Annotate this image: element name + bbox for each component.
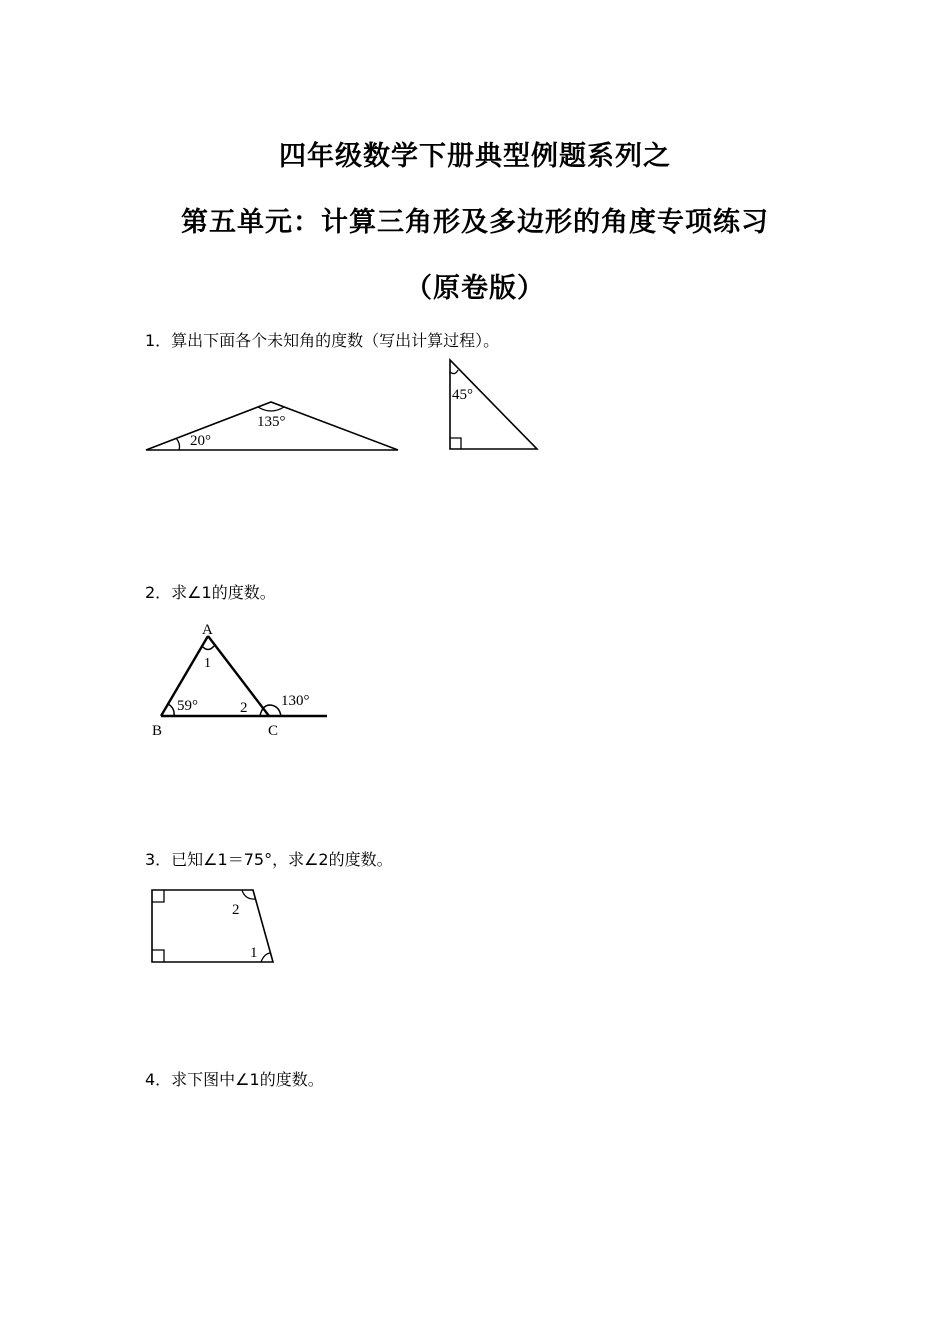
right-trapezoid	[152, 890, 273, 962]
vertex-a-label: A	[202, 622, 213, 638]
page-subtitle: （原卷版）	[405, 273, 545, 304]
page-title-line-2: 第五单元：计算三角形及多边形的角度专项练习	[181, 207, 769, 238]
vertex-b-label: B	[152, 723, 163, 739]
top-left-right-angle-marker	[152, 890, 164, 902]
angle-1-label: 1	[204, 656, 211, 671]
exterior-angle-label: 130°	[281, 693, 310, 709]
question-3-text: 3．已知∠1＝75°，求∠2的度数。	[145, 850, 393, 869]
acute-angle-label: 20°	[190, 433, 211, 449]
right-triangle-angle-label: 45°	[452, 387, 473, 403]
angle-2-label: 2	[232, 902, 240, 918]
page-title-line-1: 四年级数学下册典型例题系列之	[279, 141, 671, 172]
angle-2-label: 2	[240, 700, 248, 716]
angle-1-arc	[261, 953, 270, 962]
question-4-text: 4．求下图中∠1的度数。	[145, 1070, 324, 1089]
vertex-c-label: C	[268, 723, 279, 739]
angle-b-label: 59°	[177, 698, 198, 714]
obtuse-angle-label: 135°	[257, 414, 286, 430]
bottom-left-right-angle-marker	[152, 950, 164, 962]
question-1-text: 1．算出下面各个未知角的度数（写出计算过程）。	[145, 331, 500, 350]
question-2-text: 2．求∠1的度数。	[145, 583, 276, 602]
angle-1-label: 1	[250, 945, 258, 961]
